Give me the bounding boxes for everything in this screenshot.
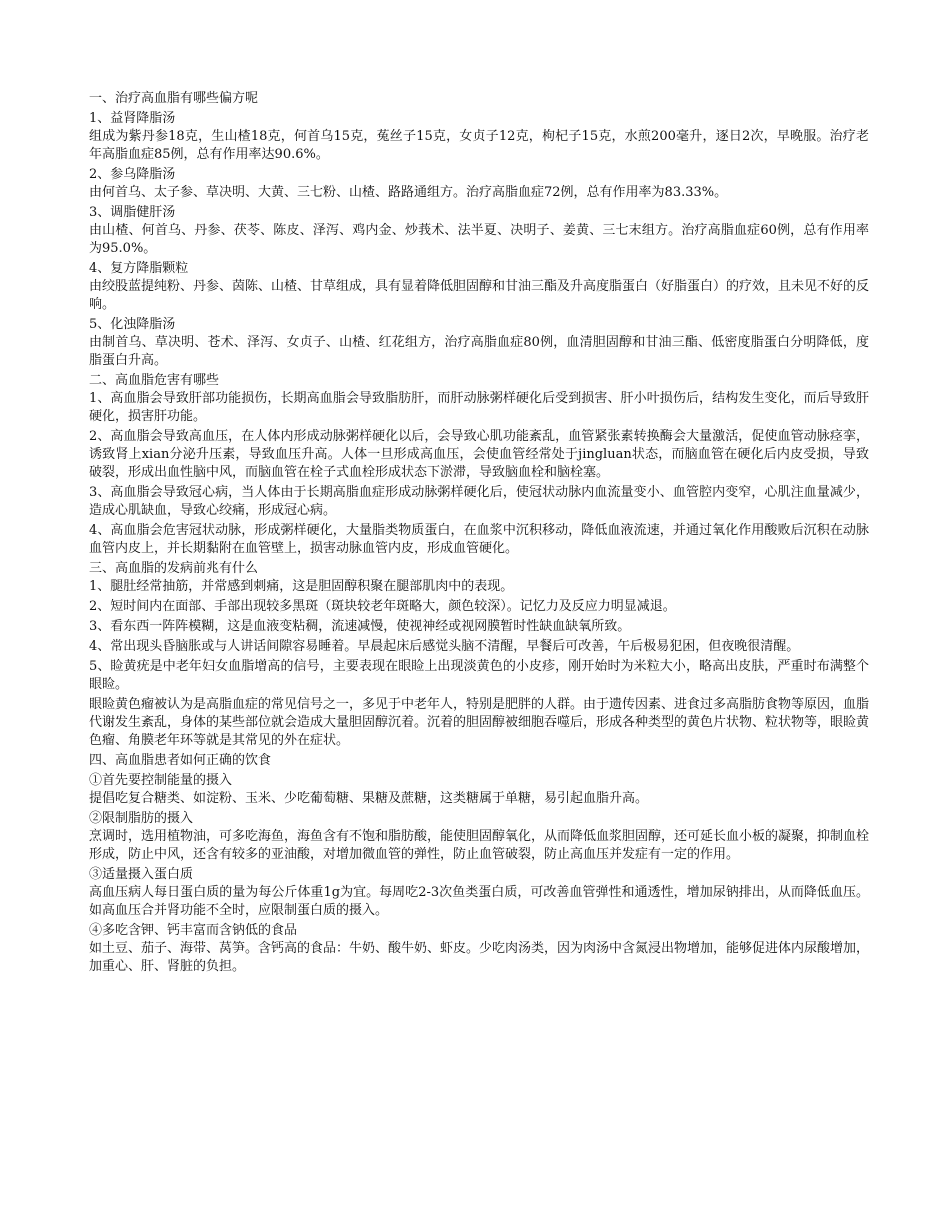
subheading-remedy-5: 5、化浊降脂汤 <box>89 317 176 332</box>
paragraph: 提倡吃复合糖类、如淀粉、玉米、少吃葡萄糖、果糖及蔗糖，这类糖属于单糖，易引起血脂升高。 <box>89 791 649 806</box>
paragraph: 4、常出现头昏脑胀或与人讲话间隙容易睡着。早晨起床后感觉头脑不清醒，早餐后可改善，午后极易犯困，但夜晚很清醒。 <box>89 639 800 654</box>
section-heading-diet: 四、高血脂患者如何正确的饮食 <box>89 753 272 768</box>
paragraph: 由山楂、何首乌、丹参、茯苓、陈皮、泽泻、鸡内金、炒莪术、法半夏、决明子、姜黄、三七末组方。治疗高脂血症60例，总有作用率为95.0%。 <box>89 223 869 256</box>
paragraph: 1、腿肚经常抽筋，并常感到刺痛，这是胆固醇积聚在腿部肌肉中的表现。 <box>89 579 514 594</box>
subheading-diet-4: ④多吃含钾、钙丰富而含钠低的食品 <box>89 923 298 938</box>
paragraph: 眼睑黄色瘤被认为是高脂血症的常见信号之一，多见于中老年人，特别是肥胖的人群。由于遗传因素、进食过多高脂肪食物等原因，血脂代谢发生紊乱，身体的某些部位就会造成大量胆固醇沉着。沉着的胆固醇被细胞吞噬后，形成各种类型的黄色片状物、粒状物等，眼睑黄色瘤、角膜老年环等就是其常见的外在症状。 <box>89 697 870 748</box>
paragraph: 高血压病人每日蛋白质的量为每公斤体重1g为宜。每周吃2-3次鱼类蛋白质，可改善血管弹性和通透性，增加尿钠排出，从而降低血压。如高血压合并肾功能不全时，应限制蛋白质的摄入。 <box>89 885 869 918</box>
subheading-diet-2: ②限制脂肪的摄入 <box>89 811 194 826</box>
paragraph: 由绞股蓝提纯粉、丹参、茵陈、山楂、甘草组成，具有显着降低胆固醇和甘油三酯及升高度脂蛋白（好脂蛋白）的疗效，且未见不好的反响。 <box>89 279 870 312</box>
paragraph: 由何首乌、太子参、草决明、大黄、三七粉、山楂、路路通组方。治疗高脂血症72例，总有作用率为83.33%。 <box>89 185 728 200</box>
section-heading-hazards: 二、高血脂危害有哪些 <box>89 373 220 388</box>
paragraph: 组成为紫丹参18克，生山楂18克，何首乌15克，菟丝子15克，女贞子12克，枸杞子15克，水煎200毫升，逐日2次，早晚服。治疗老年高脂血症85例，总有作用率达90.6%。 <box>89 129 869 162</box>
subheading-remedy-3: 3、调脂健肝汤 <box>89 205 176 220</box>
paragraph: 2、高血脂会导致高血压，在人体内形成动脉粥样硬化以后，会导致心肌功能紊乱，血管紧张素转换酶会大量激活，促使血管动脉痉挛，诱致肾上xian分泌升压素，导致血压升高。人体一旦形成高血压，会使血管经常处于jingluan状态，而脑血管在硬化后内皮受损，导致破裂，形成出血性脑中风，而脑血管在栓子式血栓形成状态下淤滞，导致脑血栓和脑栓塞。 <box>89 429 869 480</box>
paragraph: 2、短时间内在面部、手部出现较多黑斑（斑块较老年斑略大，颜色较深）。记忆力及反应力明显减退。 <box>89 599 676 614</box>
section-heading-symptoms: 三、高血脂的发病前兆有什么 <box>89 561 259 576</box>
paragraph: 由制首乌、草决明、苍术、泽泻、女贞子、山楂、红花组方，治疗高脂血症80例，血清胆固醇和甘油三酯、低密度脂蛋白分明降低，度脂蛋白升高。 <box>89 335 869 368</box>
subheading-remedy-4: 4、复方降脂颗粒 <box>89 261 189 276</box>
subheading-diet-1: ①首先要控制能量的摄入 <box>89 773 233 788</box>
paragraph: 3、看东西一阵阵模糊，这是血液变粘稠，流速减慢，使视神经或视网膜暂时性缺血缺氧所致。 <box>89 619 631 634</box>
paragraph: 4、高血脂会危害冠状动脉，形成粥样硬化，大量脂类物质蛋白，在血浆中沉积移动，降低血液流速，并通过氧化作用酸败后沉积在动脉血管内皮上，并长期黏附在血管壁上，损害动脉血管内皮，形成血管硬化。 <box>89 523 869 556</box>
paragraph: 3、高血脂会导致冠心病，当人体由于长期高脂血症形成动脉粥样硬化后，使冠状动脉内血流量变小、血管腔内变窄，心肌注血量减少，造成心肌缺血，导致心绞痛，形成冠心病。 <box>89 485 869 518</box>
section-heading-remedies: 一、治疗高血脂有哪些偏方呢 <box>89 91 259 106</box>
paragraph: 如土豆、茄子、海带、莴笋。含钙高的食品：牛奶、酸牛奶、虾皮。少吃肉汤类，因为肉汤中含氮浸出物增加，能够促进体内尿酸增加，加重心、肝、肾脏的负担。 <box>89 941 870 974</box>
paragraph: 1、高血脂会导致肝部功能损伤，长期高血脂会导致脂肪肝，而肝动脉粥样硬化后受到损害、肝小叶损伤后，结构发生变化，而后导致肝硬化，损害肝功能。 <box>89 391 869 424</box>
subheading-diet-3: ③适量摄入蛋白质 <box>89 867 194 882</box>
paragraph: 烹调时，选用植物油，可多吃海鱼，海鱼含有不饱和脂肪酸，能使胆固醇氧化，从而降低血浆胆固醇，还可延长血小板的凝聚，抑制血栓形成，防止中风，还含有较多的亚油酸，对增加微血管的弹性，防止血管破裂，防止高血压并发症有一定的作用。 <box>89 829 870 862</box>
document-page <box>89 88 869 978</box>
subheading-remedy-2: 2、参乌降脂汤 <box>89 167 176 182</box>
subheading-remedy-1: 1、益肾降脂汤 <box>89 111 176 126</box>
paragraph: 5、睑黄疣是中老年妇女血脂增高的信号，主要表现在眼睑上出现淡黄色的小皮疹，刚开始时为米粒大小，略高出皮肤，严重时布满整个眼睑。 <box>89 659 869 692</box>
